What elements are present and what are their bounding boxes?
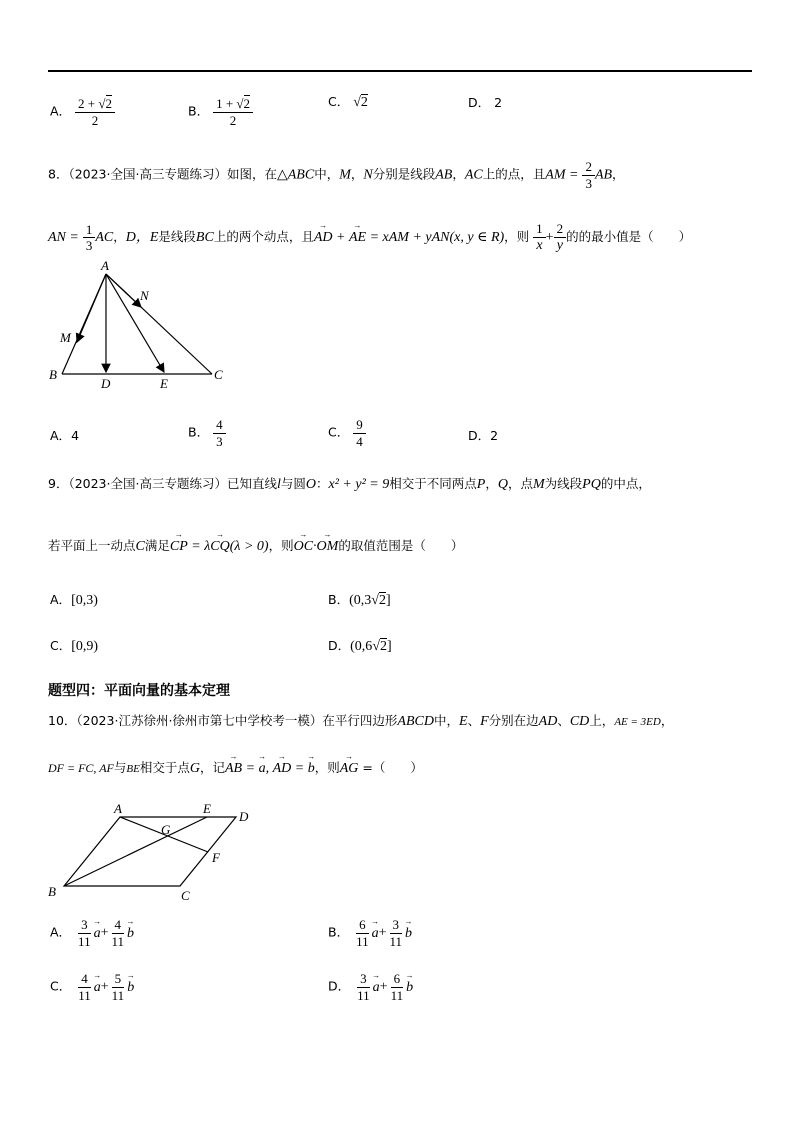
vector-ae	[106, 274, 164, 372]
q9-option-d[interactable]: D．(0,6√2]	[328, 638, 392, 654]
q10-stem-line2: DF = FC, AF与BE相交于点G，记→ AB = → a, → AD = → b，则→ AG =（ ）	[48, 762, 423, 776]
q8-option-a[interactable]: A．4	[50, 428, 80, 443]
q8-stem-line1: 8．（2023·全国·高三专题练习）如图，在△ABC中，M，N分别是线段AB，AC上的点，且AM = $\frac{2}{3}$ AB，	[48, 159, 625, 191]
section-title: 题型四：平面向量的基本定理	[48, 683, 230, 699]
label-e: E	[203, 801, 211, 816]
label-n: N	[140, 288, 149, 303]
q8-stem-line2: AN = $\frac{1}{3}$ AC，D，E是线段BC上的两个动点，且→ AD + → AE = xAM + yAN(x, y ∈ R)，则 $\frac{1}{x}$ + $\frac{2}{y}$ 的的最小值是（ ）	[48, 222, 691, 253]
top-rule	[48, 70, 752, 72]
q10-option-d[interactable]: D． $\frac{3}{11}$ → a+ $\frac{6}{11}$ → b	[328, 972, 413, 1002]
q7-option-c[interactable]: C． √2	[328, 94, 368, 110]
label-b: B	[48, 884, 56, 899]
q8-option-d[interactable]: D．2	[468, 428, 499, 443]
option-value: 2	[494, 95, 503, 110]
label-m: M	[60, 330, 71, 345]
vector-an	[106, 274, 141, 307]
fraction: $\frac{1 + √2}{2}$	[213, 97, 253, 127]
q7-option-a[interactable]	[50, 97, 115, 127]
q9-stem-line1: 9．（2023·全国·高三专题练习）已知直线l与圆O：x² + y² = 9相交于不同两点P，Q，点M为线段PQ的中点，	[48, 476, 651, 492]
q7-option-d[interactable]	[468, 97, 502, 110]
label-d: D	[101, 376, 111, 388]
option-label: D．	[468, 95, 491, 110]
label-d: D	[239, 809, 249, 824]
segment-be	[64, 817, 207, 886]
q7-option-b[interactable]	[188, 97, 253, 127]
label-f: F	[212, 850, 220, 865]
option-label: B．	[188, 103, 210, 119]
label-a: A	[114, 801, 122, 816]
q10-option-c[interactable]: C． $\frac{4}{11}$ → a+ $\frac{5}{11}$ → b	[50, 972, 134, 1002]
q8-option-b[interactable]: B． $\frac{4}{3}$	[188, 418, 226, 448]
fraction: $\frac{2 + √2}{2}$	[75, 97, 115, 127]
q9-option-b[interactable]: B．(0,3√2]	[328, 592, 391, 608]
option-label: C．	[328, 94, 350, 109]
label-e: E	[160, 376, 168, 388]
label-b: B	[49, 367, 57, 382]
q10-stem-line1: 10．（2023·江苏徐州·徐州市第七中学校考一模）在平行四边形ABCD中，E、F分别在边AD、CD上，AE = 3ED，	[48, 713, 674, 729]
q9-stem-line2: 若平面上一动点C满足→ CP = λ→ CQ(λ > 0)，则→ OC·→ OM的取值范围是（ ）	[48, 540, 463, 554]
label-a: A	[101, 258, 109, 273]
label-c: C	[214, 367, 223, 382]
q10-parallelogram-figure	[44, 800, 264, 904]
label-g: G	[161, 822, 171, 837]
q8-option-c[interactable]: C． $\frac{9}{4}$	[328, 418, 366, 448]
q9-option-c[interactable]: C．[0,9)	[50, 638, 99, 654]
vector-am	[77, 274, 106, 342]
label-c: C	[181, 888, 190, 903]
q9-option-a[interactable]: A．[0,3)	[50, 592, 98, 608]
parallelogram-abcd	[64, 817, 236, 886]
option-label: A．	[50, 103, 72, 119]
q10-option-b[interactable]: B． $\frac{6}{11}$ → a+ $\frac{3}{11}$ → b	[328, 918, 412, 948]
q8-triangle-figure	[44, 258, 234, 388]
q10-option-a[interactable]: A． $\frac{3}{11}$ → a+ $\frac{4}{11}$ → b	[50, 918, 134, 948]
